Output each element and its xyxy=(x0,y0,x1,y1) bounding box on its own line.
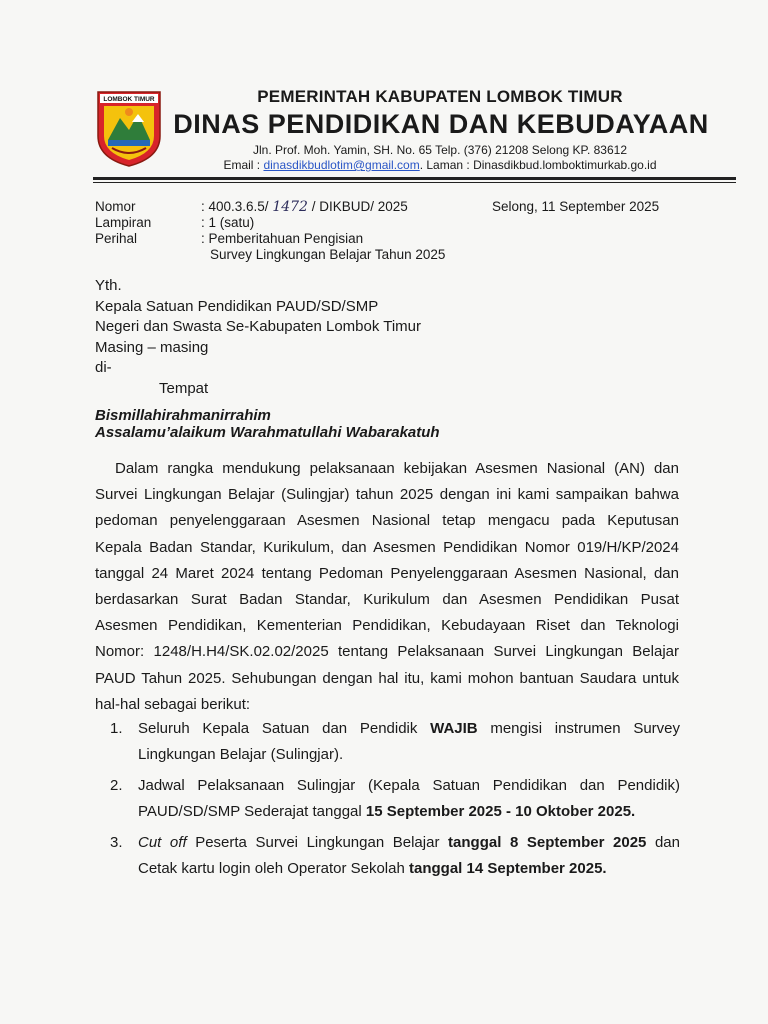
nomor-prefix: : 400.3.6.5/ xyxy=(201,199,273,214)
nomor-row xyxy=(95,199,445,215)
nomor-handwritten: 1472 xyxy=(272,199,308,215)
item-text: Cetak kartu login oleh Operator Sekolah xyxy=(138,860,409,877)
site-label: . Laman : xyxy=(419,158,474,172)
lampiran-value: : 1 (satu) xyxy=(201,215,255,230)
email-label: Email : xyxy=(223,158,264,172)
body-line: Dalam rangka mendukung pelaksanaan kebijakan Asesmen Nasional (AN) dan xyxy=(115,460,679,477)
item-text: Peserta Survei Lingkungan Belajar xyxy=(186,834,449,851)
recipient-place: Tempat xyxy=(159,379,209,397)
list-item xyxy=(110,773,680,825)
item-text: mengisi instrumen Survey xyxy=(477,720,681,737)
email-link[interactable]: dinasdikbudlotim@gmail.com xyxy=(263,158,420,172)
body-paragraph xyxy=(95,456,679,718)
body-line: Asesmen Pendidikan, Kementerian Pendidikan, Kebudayaan Riset dan Teknologi xyxy=(95,617,679,635)
perihal-value-2: Survey Lingkungan Belajar Tahun 2025 xyxy=(210,247,446,262)
letterhead-address xyxy=(160,143,720,173)
recipient-di: di- xyxy=(95,359,112,376)
list-item xyxy=(110,716,680,768)
item-emphasis: tanggal 8 September 2025 xyxy=(448,834,647,851)
contact-line xyxy=(160,158,720,173)
office-title: DINAS PENDIDIKAN DAN KEBUDAYAAN xyxy=(173,109,709,139)
body-line: hal-hal sebagai berikut: xyxy=(95,695,251,713)
perihal-label: Perihal xyxy=(95,231,138,246)
address-line: Jln. Prof. Moh. Yamin, SH. No. 65 Telp. (376) 21208 Selong KP. 83612 xyxy=(252,143,627,157)
item-text: PAUD/SD/SMP Sederajat tanggal xyxy=(138,803,366,820)
lampiran-label: Lampiran xyxy=(95,215,152,230)
recipient-line-2: Negeri dan Swasta Se-Kabupaten Lombok Timur xyxy=(95,318,422,335)
body-line: Nomor: 1248/H.H4/SK.02.02/2025 tentang Pelaksanaan Survei Lingkungan Belajar xyxy=(95,643,679,661)
nomor-value xyxy=(201,199,408,215)
greeting-block xyxy=(95,407,440,441)
recipient-block xyxy=(95,276,421,399)
perihal-row-2 xyxy=(95,247,445,263)
item-text: Jadwal Pelaksanaan Sulingjar (Kepala Satuan Pendidikan dan Pendidik) xyxy=(138,777,680,794)
item-italic: Cut off xyxy=(138,834,187,851)
list-number: 3. xyxy=(110,834,123,851)
item-text: Lingkungan Belajar (Sulingjar). xyxy=(138,746,344,763)
item-emphasis: tanggal 14 September 2025. xyxy=(409,860,607,877)
lampiran-row xyxy=(95,215,445,231)
list-number: 2. xyxy=(110,777,123,794)
greeting-salam: Assalamu’alaikum Warahmatullahi Wabarakatuh xyxy=(95,424,440,441)
item-text: Seluruh Kepala Satuan dan Pendidik xyxy=(138,720,431,737)
perihal-value: : Pemberitahuan Pengisian xyxy=(201,231,364,246)
letter-meta xyxy=(95,199,445,263)
body-line: Kepala Badan Standar, Kurikulum, dan Asesmen Pendidikan Nomor 019/H/KP/2024 xyxy=(95,538,679,556)
letterhead-rule-thick xyxy=(93,177,736,180)
nomor-label: Nomor xyxy=(95,199,136,214)
greeting-bismillah: Bismillahirahmanirrahim xyxy=(95,407,271,424)
list-number: 1. xyxy=(110,720,123,737)
body-line: berdasarkan Surat Badan Standar, Kurikulum dan Asesmen Pendidikan Pusat xyxy=(95,591,679,609)
lombok-timur-emblem-icon xyxy=(94,88,164,168)
government-title: PEMERINTAH KABUPATEN LOMBOK TIMUR xyxy=(257,87,623,106)
svg-text:LOMBOK TIMUR: LOMBOK TIMUR xyxy=(103,96,155,103)
body-line: tanggal 24 Maret 2024 tentang Pedoman Penyelenggaraan Asesmen Nasional, dan xyxy=(95,564,679,582)
website-text: Dinasdikbud.lomboktimurkab.go.id xyxy=(473,158,657,172)
recipient-yth: Yth. xyxy=(95,277,122,294)
letterhead-rule-thin xyxy=(93,182,736,183)
body-line: pedoman penyelenggaraan Asesmen Nasional tetap mengacu pada Keputusan xyxy=(95,512,679,530)
nomor-suffix: / DIKBUD/ 2025 xyxy=(307,199,408,214)
letter-date: Selong, 11 September 2025 xyxy=(492,199,660,214)
perihal-row xyxy=(95,231,445,247)
list-item xyxy=(110,830,680,882)
body-line: Survei Lingkungan Belajar (Sulingjar) tahun 2025 dengan ini kami sampaikan bahwa xyxy=(95,486,679,504)
numbered-list xyxy=(110,716,680,887)
recipient-line-3: Masing – masing xyxy=(95,338,209,356)
item-emphasis: 15 September 2025 - 10 Oktober 2025. xyxy=(365,803,636,820)
recipient-line-1: Kepala Satuan Pendidikan PAUD/SD/SMP xyxy=(95,297,379,315)
body-line: PAUD Tahun 2025. Sehubungan dengan hal itu, kami mohon bantuan Saudara untuk xyxy=(95,669,679,687)
item-text: dan xyxy=(646,834,680,851)
item-emphasis: WAJIB xyxy=(430,720,478,737)
